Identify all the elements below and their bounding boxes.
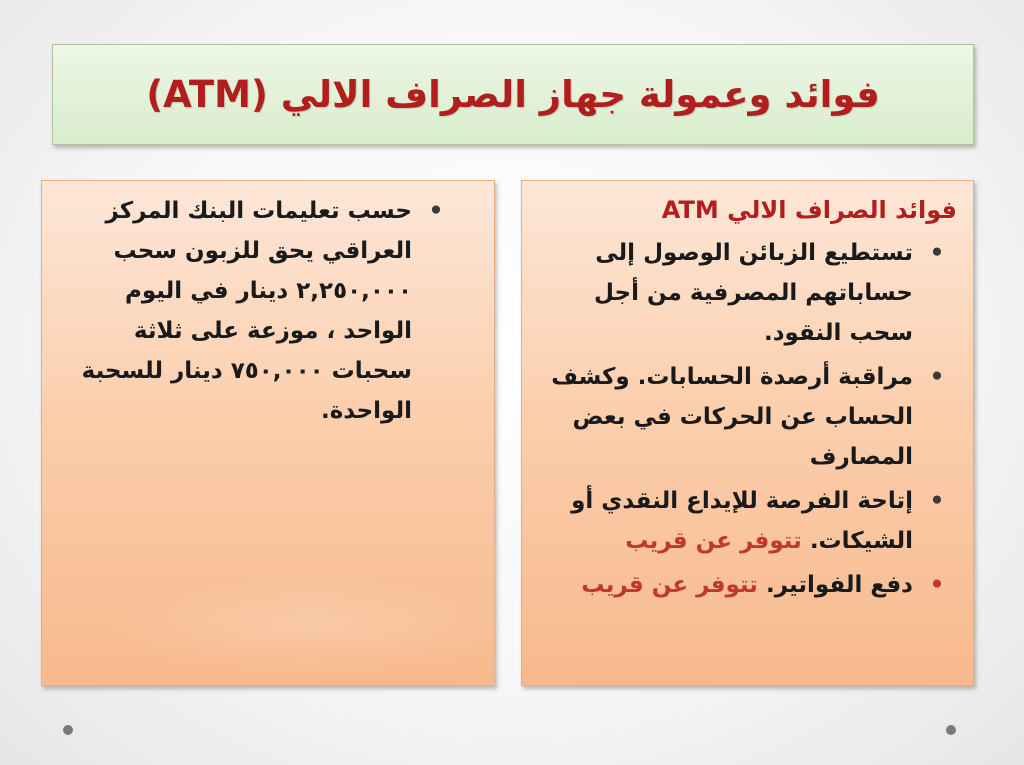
bullet-dot-icon: • xyxy=(929,572,945,598)
right-panel xyxy=(521,180,974,686)
left-bullet-text: حسب تعليمات البنك المركز العراقي يحق للزبون سحب ٢,٢٥٠,٠٠٠ دينار في اليوم الواحد ، موزعة على ثلاثة سحبات ٧٥٠,٠٠٠ دينار للسحبة الواحدة. xyxy=(81,198,412,424)
right-bullet-list xyxy=(538,233,945,605)
slide-nav-prev-dot[interactable] xyxy=(63,725,73,735)
slide-nav-next-dot[interactable] xyxy=(946,725,956,735)
left-panel xyxy=(41,180,495,686)
bullet-dot-icon: • xyxy=(428,198,444,224)
right-panel-heading: فوائد الصراف الالي ATM xyxy=(661,196,957,224)
right-bullet-item xyxy=(538,565,945,605)
right-bullet-item xyxy=(538,357,945,477)
slide-title-box xyxy=(52,44,974,145)
coming-soon-label: تتوفر عن قريب xyxy=(625,528,802,554)
coming-soon-label: تتوفر عن قريب xyxy=(581,572,758,598)
right-bullet-text: إتاحة الفرصة للإيداع النقدي أو الشيكات. xyxy=(571,488,913,554)
bullet-dot-icon: • xyxy=(929,240,945,266)
bullet-dot-icon: • xyxy=(929,364,945,390)
right-bullet-item xyxy=(538,481,945,561)
bullet-dot-icon: • xyxy=(929,488,945,514)
left-bullet-item xyxy=(64,191,444,431)
slide-title: فوائد وعمولة جهاز الصراف الالي (ATM) xyxy=(146,73,880,116)
faded-background-smudge xyxy=(102,576,495,676)
right-bullet-text: دفع الفواتير. xyxy=(757,572,913,598)
left-bullet-list xyxy=(64,191,442,431)
right-bullet-text: تستطيع الزبائن الوصول إلى حساباتهم المصرفية من أجل سحب النقود. xyxy=(593,240,913,346)
right-bullet-text: مراقبة أرصدة الحسابات. وكشف الحساب عن الحركات في بعض المصارف xyxy=(551,364,913,470)
right-bullet-item xyxy=(538,233,945,353)
